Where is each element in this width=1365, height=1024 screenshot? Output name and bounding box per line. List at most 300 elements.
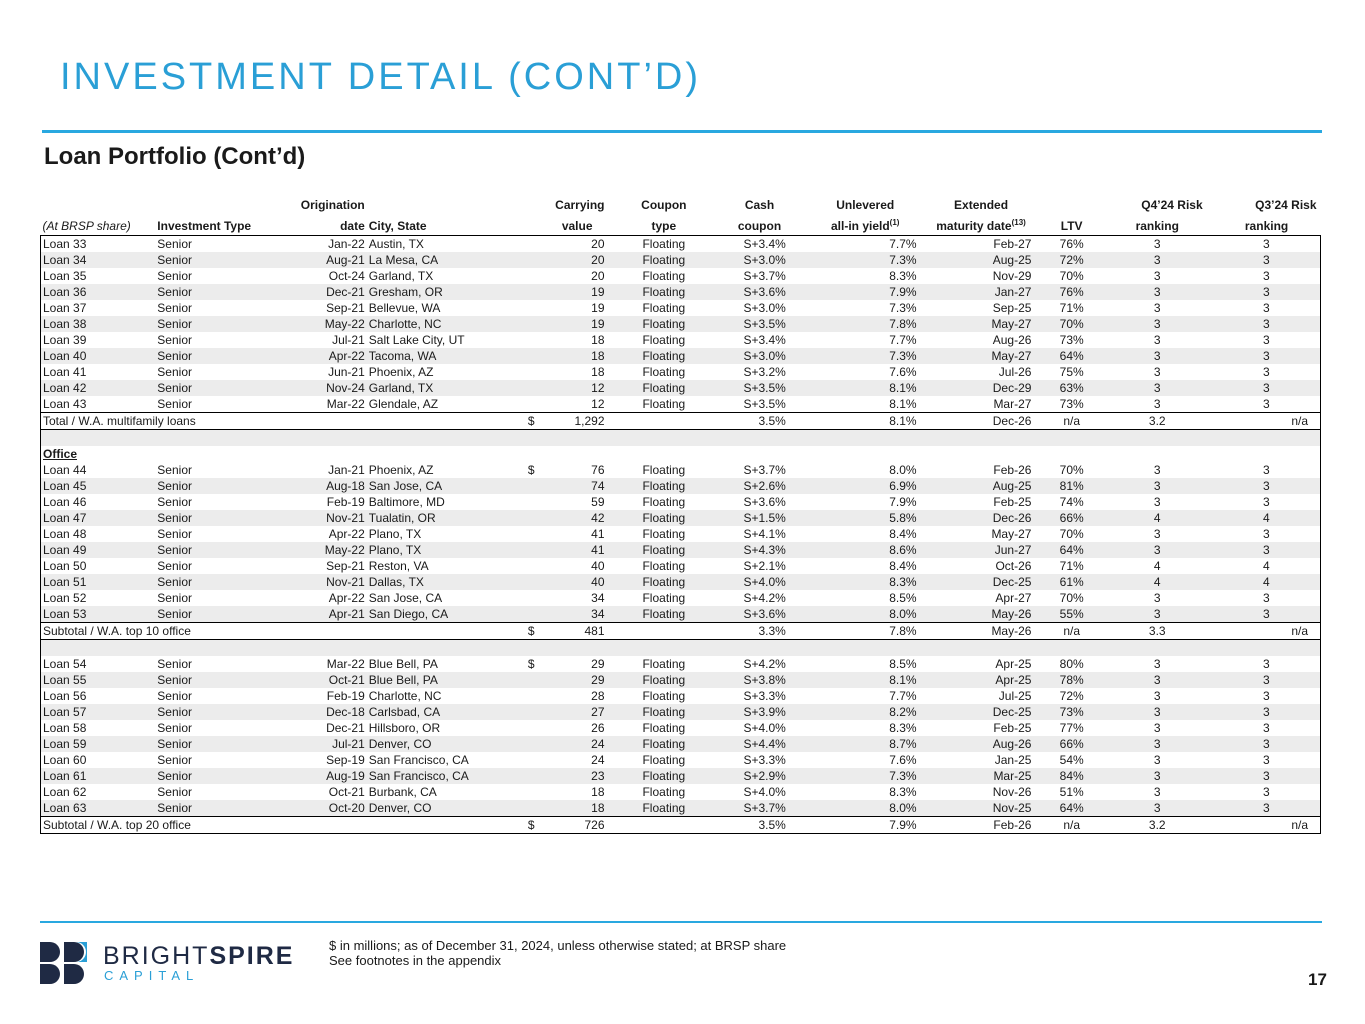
cell-ltv: 73%: [1059, 333, 1084, 347]
table-row: [41, 590, 1321, 606]
cell-risk-q3: 3: [1213, 478, 1321, 494]
cell-coupon-type: Floating: [619, 800, 710, 817]
cell-investment-type: Senior: [155, 542, 266, 558]
cell-maturity-date: Apr-25: [995, 657, 1032, 671]
cell-city-state: Denver, CO: [367, 736, 518, 752]
cell-risk-q3: 4: [1213, 558, 1321, 574]
table-row: [41, 606, 1321, 623]
cell-risk-q4: 3: [1153, 689, 1161, 703]
cell-risk-q3: 3: [1213, 784, 1321, 800]
cell-risk-q3: 3: [1213, 704, 1321, 720]
cell-coupon-type: Floating: [619, 768, 710, 784]
total-ltv: n/a: [1041, 413, 1101, 430]
total-risk-q4: 3.2: [1102, 413, 1213, 430]
cell-city-state: Glendale, AZ: [368, 397, 439, 411]
cell-origination-date: May-22: [266, 542, 367, 558]
cell-carrying-value: 18: [518, 348, 619, 364]
cell-city-state: Garland, TX: [368, 269, 434, 283]
table-row: [41, 720, 1321, 736]
cell-carrying-value: 42: [518, 510, 619, 526]
cell-carrying-value: 28: [591, 689, 605, 703]
header-origination: Origination: [300, 198, 365, 212]
cell-maturity-date: Aug-25: [921, 252, 1042, 268]
cell-ltv: 71%: [1059, 301, 1084, 315]
header-q4-risk: Q4’24 Risk: [1141, 198, 1203, 212]
cell-city-state: Plano, TX: [368, 527, 422, 541]
table-row: [41, 656, 1321, 672]
table-row: [41, 316, 1321, 332]
cell-origination-date: Dec-21: [326, 721, 365, 735]
total-label: Subtotal / W.A. top 20 office: [41, 817, 518, 834]
cell-maturity-date: Dec-26: [921, 510, 1042, 526]
cell-risk-q3: 3: [1213, 736, 1321, 752]
table-row: [41, 800, 1321, 817]
cell-loan-id: Loan 56: [41, 688, 156, 704]
cell-origination-date: Jan-21: [328, 463, 365, 477]
cell-loan-id: Loan 59: [41, 736, 156, 752]
cell-risk-q3: 3: [1213, 268, 1321, 284]
cell-coupon-type: Floating: [642, 333, 686, 347]
total-carrying-value: $ 1,292: [518, 413, 619, 430]
cell-carrying-value: 12: [518, 380, 619, 396]
cell-origination-date: Mar-22: [326, 397, 365, 411]
footnote-block: [329, 938, 786, 968]
cell-all-in-yield: 8.0%: [889, 463, 917, 477]
cell-origination-date: Oct-21: [328, 785, 365, 799]
cell-carrying-value: 20: [518, 252, 619, 268]
cell-investment-type: Senior: [155, 800, 266, 817]
cell-cash-coupon: S+3.7%: [743, 269, 786, 283]
cell-origination-date: Oct-24: [328, 269, 365, 283]
cell-city-state: Reston, VA: [368, 559, 429, 573]
cell-carrying-value: 24: [518, 736, 619, 752]
cell-cash-coupon: S+3.3%: [743, 689, 786, 703]
cell-coupon-type: Floating: [619, 348, 710, 364]
cell-ltv: 70%: [1059, 463, 1084, 477]
cell-coupon-type: Floating: [642, 689, 686, 703]
header-ranking-q3: ranking: [1213, 214, 1321, 236]
cell-maturity-date: Dec-25: [921, 574, 1042, 590]
cell-carrying-value: 26: [591, 721, 605, 735]
cell-origination-date: Nov-21: [266, 510, 367, 526]
cell-ltv: 51%: [1059, 785, 1084, 799]
cell-investment-type: Senior: [155, 574, 266, 590]
cell-maturity-date: Nov-29: [992, 269, 1032, 283]
cell-risk-q3: 3: [1213, 768, 1321, 784]
cell-ltv: 63%: [1041, 380, 1101, 396]
cell-risk-q3: 3: [1213, 688, 1321, 704]
header-brsp-share: (At BRSP share): [41, 214, 156, 236]
cell-loan-id: Loan 36: [41, 284, 156, 300]
cell-city-state: Hillsboro, OR: [368, 721, 441, 735]
cell-carrying-value: 24: [591, 753, 605, 767]
cell-coupon-type: Floating: [642, 753, 686, 767]
cell-origination-date: Aug-18: [266, 478, 367, 494]
cell-risk-q3: 3: [1213, 380, 1321, 396]
cell-carrying-value: 29: [518, 672, 619, 688]
cell-ltv: 70%: [1059, 269, 1084, 283]
cell-city-state: Blue Bell, PA: [368, 657, 438, 671]
cell-origination-date: Jul-21: [266, 736, 367, 752]
table-row: [41, 704, 1321, 720]
cell-risk-q3: 3: [1213, 348, 1321, 364]
cell-city-state: Burbank, CA: [368, 785, 437, 799]
cell-carrying-value: 34: [591, 591, 605, 605]
cell-risk-q4: 3: [1102, 672, 1213, 688]
cell-city-state: Austin, TX: [368, 237, 424, 251]
total-risk-q3: n/a: [1213, 413, 1321, 430]
cell-coupon-type: Floating: [642, 463, 686, 477]
table-row: [41, 380, 1321, 396]
header-q3-risk: Q3’24 Risk: [1255, 198, 1317, 212]
cell-investment-type: Senior: [157, 527, 192, 541]
table-total-row: [41, 817, 1321, 834]
cell-city-state: San Francisco, CA: [368, 753, 469, 767]
cell-coupon-type: Floating: [619, 574, 710, 590]
cell-coupon-type: Floating: [642, 397, 686, 411]
cell-city-state: San Jose, CA: [368, 591, 443, 605]
cell-origination-date: Oct-21: [266, 672, 367, 688]
cell-all-in-yield: 8.5%: [889, 657, 917, 671]
cell-cash-coupon: S+3.9%: [709, 704, 810, 720]
cell-maturity-date: Feb-27: [993, 237, 1032, 251]
cell-risk-q3: 3: [1213, 284, 1321, 300]
cell-city-state: Carlsbad, CA: [367, 704, 518, 720]
cell-city-state: Bellevue, WA: [368, 301, 441, 315]
cell-coupon-type: Floating: [619, 672, 710, 688]
cell-risk-q3: 3: [1213, 542, 1321, 558]
cell-coupon-type: Floating: [619, 542, 710, 558]
brand-wordmark: BRIGHTSPIRE: [103, 942, 295, 970]
cell-origination-date: Nov-24: [266, 380, 367, 396]
total-cash-coupon: 3.3%: [709, 623, 810, 640]
cell-all-in-yield: 8.1%: [810, 672, 921, 688]
cell-city-state: Charlotte, NC: [368, 689, 442, 703]
cell-risk-q3: 3: [1213, 316, 1321, 332]
cell-risk-q4: 3: [1102, 284, 1213, 300]
table-row: [41, 236, 1321, 253]
cell-ltv: 73%: [1041, 704, 1101, 720]
cell-origination-date: Mar-22: [326, 657, 365, 671]
header-carrying: Carrying: [555, 198, 605, 212]
cell-city-state: Denver, CO: [367, 800, 518, 817]
cell-investment-type: Senior: [157, 785, 192, 799]
header-city-state: City, State: [367, 214, 518, 236]
cell-risk-q3: 3: [1213, 300, 1321, 316]
cell-coupon-type: Floating: [642, 237, 686, 251]
cell-origination-date: Jul-21: [332, 333, 365, 347]
cell-origination-date: Oct-20: [266, 800, 367, 817]
total-ltv: n/a: [1041, 623, 1101, 640]
total-maturity-date: May-26: [921, 623, 1042, 640]
cell-all-in-yield: 8.3%: [889, 721, 917, 735]
cell-coupon-type: Floating: [619, 380, 710, 396]
cell-cash-coupon: S+3.0%: [743, 301, 786, 315]
header-type: type: [619, 214, 710, 236]
table-row: [41, 494, 1321, 510]
cell-risk-q4: 3: [1153, 591, 1161, 605]
total-coupon-type: [619, 623, 710, 640]
cell-cash-coupon: S+3.6%: [709, 284, 810, 300]
cell-origination-date: Sep-19: [326, 753, 365, 767]
cell-risk-q4: 4: [1102, 510, 1213, 526]
loan-portfolio-table: [40, 196, 1321, 834]
cell-loan-id: Loan 51: [41, 574, 156, 590]
cell-coupon-type: Floating: [619, 606, 710, 623]
table-row: [41, 252, 1321, 268]
cell-origination-date: Feb-19: [326, 689, 365, 703]
cell-ltv: 54%: [1059, 753, 1084, 767]
cell-cash-coupon: S+3.5%: [743, 397, 786, 411]
spacer-cell: [41, 430, 1321, 447]
cell-origination-date: Sep-21: [326, 301, 365, 315]
cell-all-in-yield: 8.6%: [810, 542, 921, 558]
cell-carrying-value: 40: [591, 559, 605, 573]
total-coupon-type: [619, 413, 710, 430]
cell-origination-date: Feb-19: [326, 495, 365, 509]
cell-investment-type: Senior: [157, 301, 192, 315]
cell-ltv: 75%: [1059, 365, 1084, 379]
total-cash-coupon: 3.5%: [709, 413, 810, 430]
header-row-top: [41, 196, 1321, 214]
cell-loan-id: Loan 54: [41, 656, 156, 672]
cell-all-in-yield: 8.2%: [810, 704, 921, 720]
cell-city-state: Phoenix, AZ: [368, 365, 434, 379]
total-label: Subtotal / W.A. top 10 office: [41, 623, 518, 640]
cell-investment-type: Senior: [155, 672, 266, 688]
cell-maturity-date: Dec-25: [921, 704, 1042, 720]
cell-loan-id: Loan 47: [41, 510, 156, 526]
cell-all-in-yield: 8.1%: [810, 380, 921, 396]
cell-ltv: 64%: [1041, 800, 1101, 817]
cell-origination-date: Aug-21: [266, 252, 367, 268]
cell-loan-id: Loan 34: [41, 252, 156, 268]
cell-risk-q3: 3: [1213, 590, 1321, 606]
cell-all-in-yield: 7.7%: [889, 333, 917, 347]
cell-investment-type: Senior: [157, 333, 192, 347]
footnote-units: $ in millions; as of December 31, 2024, unless otherwise stated; at BRSP share: [329, 938, 787, 953]
cell-maturity-date: Jan-25: [994, 753, 1032, 767]
cell-ltv: 64%: [1041, 348, 1101, 364]
cell-carrying-value: 18: [591, 333, 605, 347]
cell-coupon-type: Floating: [642, 495, 686, 509]
cell-risk-q4: 3: [1153, 463, 1161, 477]
cell-ltv: 84%: [1041, 768, 1101, 784]
cell-risk-q4: 3: [1153, 397, 1161, 411]
cell-city-state: Phoenix, AZ: [368, 463, 434, 477]
cell-maturity-date: Aug-26: [921, 736, 1042, 752]
cell-risk-q4: 3: [1153, 527, 1161, 541]
table-total-row: [41, 413, 1321, 430]
cell-ltv: 72%: [1041, 252, 1101, 268]
cell-loan-id: Loan 35: [41, 268, 156, 284]
table-row: [41, 688, 1321, 704]
cell-cash-coupon: S+2.9%: [709, 768, 810, 784]
cell-ltv: 70%: [1041, 316, 1101, 332]
cell-origination-date: Dec-18: [266, 704, 367, 720]
header-maturity-date: maturity date$^{(13)}$: [921, 214, 1042, 236]
cell-maturity-date: Apr-25: [921, 672, 1042, 688]
cell-ltv: 71%: [1059, 559, 1084, 573]
cell-all-in-yield: 7.9%: [889, 495, 917, 509]
cell-risk-q3: 3: [1213, 494, 1321, 510]
cell-city-state: Salt Lake City, UT: [368, 333, 465, 347]
table-row: [41, 574, 1321, 590]
cell-loan-id: Loan 60: [41, 752, 156, 768]
cell-loan-id: Loan 57: [41, 704, 156, 720]
cell-risk-q3: 3: [1213, 462, 1321, 478]
cell-carrying-value: 19: [591, 301, 605, 315]
cell-cash-coupon: S+3.2%: [743, 365, 786, 379]
cell-loan-id: Loan 33: [41, 236, 156, 253]
footer-divider: [40, 921, 1322, 923]
cell-carrying-value: 18: [591, 785, 605, 799]
cell-coupon-type: Floating: [619, 316, 710, 332]
cell-cash-coupon: S+4.2%: [743, 657, 786, 671]
cell-coupon-type: Floating: [619, 736, 710, 752]
cell-cash-coupon: S+2.6%: [709, 478, 810, 494]
cell-risk-q3: 3: [1213, 364, 1321, 380]
cell-cash-coupon: S+3.8%: [709, 672, 810, 688]
cell-investment-type: Senior: [157, 397, 192, 411]
cell-all-in-yield: 7.6%: [889, 753, 917, 767]
cell-risk-q4: 3: [1153, 785, 1161, 799]
cell-risk-q4: 3: [1102, 768, 1213, 784]
cell-origination-date: Jan-22: [328, 237, 365, 251]
total-all-in-yield: 7.9%: [810, 817, 921, 834]
cell-ltv: 66%: [1041, 510, 1101, 526]
cell-ltv: 78%: [1041, 672, 1101, 688]
cell-loan-id: Loan 48: [41, 526, 156, 542]
cell-carrying-value: 40: [518, 574, 619, 590]
cell-origination-date: Apr-22: [328, 527, 365, 541]
cell-investment-type: Senior: [157, 591, 192, 605]
table-section-header: [41, 446, 1321, 462]
header-coupon: Coupon: [641, 198, 687, 212]
header-cash: Cash: [744, 198, 775, 212]
cell-loan-id: Loan 61: [41, 768, 156, 784]
total-risk-q4: 3.3: [1102, 623, 1213, 640]
cell-investment-type: Senior: [157, 365, 192, 379]
cell-all-in-yield: 7.3%: [810, 768, 921, 784]
cell-loan-id: Loan 39: [41, 332, 156, 348]
cell-city-state: San Jose, CA: [367, 478, 518, 494]
cell-maturity-date: Feb-25: [993, 495, 1032, 509]
cell-investment-type: Senior: [155, 510, 266, 526]
cell-carrying-value: 27: [518, 704, 619, 720]
cell-coupon-type: Floating: [642, 591, 686, 605]
cell-coupon-type: Floating: [642, 657, 686, 671]
cell-carrying-value: 34: [518, 606, 619, 623]
cell-all-in-yield: 8.7%: [810, 736, 921, 752]
cell-investment-type: Senior: [155, 284, 266, 300]
table-row: [41, 752, 1321, 768]
cell-risk-q3: 3: [1213, 332, 1321, 348]
cell-cash-coupon: S+4.4%: [709, 736, 810, 752]
cell-all-in-yield: 6.9%: [810, 478, 921, 494]
total-carrying-value: $ 481: [518, 623, 619, 640]
cell-investment-type: Senior: [155, 736, 266, 752]
cell-all-in-yield: 7.7%: [889, 237, 917, 251]
cell-loan-id: Loan 45: [41, 478, 156, 494]
cell-maturity-date: Oct-26: [995, 559, 1032, 573]
cell-risk-q3: 4: [1213, 510, 1321, 526]
table-row: [41, 268, 1321, 284]
total-risk-q3: n/a: [1213, 817, 1321, 834]
cell-coupon-type: Floating: [619, 478, 710, 494]
cell-coupon-type: Floating: [642, 301, 686, 315]
cell-risk-q4: 3: [1153, 495, 1161, 509]
cell-city-state: Baltimore, MD: [368, 495, 445, 509]
cell-investment-type: Senior: [155, 316, 266, 332]
table-row: [41, 672, 1321, 688]
total-ltv: n/a: [1041, 817, 1101, 834]
cell-investment-type: Senior: [155, 380, 266, 396]
title-divider: [42, 130, 1322, 133]
cell-all-in-yield: 8.4%: [889, 559, 917, 573]
cell-investment-type: Senior: [157, 559, 192, 573]
cell-cash-coupon: S+4.0%: [743, 721, 786, 735]
cell-maturity-date: Feb-25: [993, 721, 1032, 735]
cell-all-in-yield: 8.0%: [810, 800, 921, 817]
header-value: value: [518, 214, 619, 236]
total-all-in-yield: 8.1%: [810, 413, 921, 430]
table-row: [41, 526, 1321, 542]
cell-carrying-value: 19: [518, 284, 619, 300]
cell-maturity-date: Jan-27: [921, 284, 1042, 300]
cell-city-state: Tacoma, WA: [367, 348, 518, 364]
cell-city-state: San Diego, CA: [367, 606, 518, 623]
cell-coupon-type: Floating: [642, 269, 686, 283]
cell-ltv: 72%: [1059, 689, 1084, 703]
cell-maturity-date: May-27: [921, 348, 1042, 364]
cell-origination-date: May-22: [266, 316, 367, 332]
cell-risk-q4: 3: [1102, 348, 1213, 364]
cell-risk-q3: 3: [1213, 800, 1321, 817]
cell-maturity-date: Jun-27: [921, 542, 1042, 558]
cell-loan-id: Loan 40: [41, 348, 156, 364]
cell-all-in-yield: 5.8%: [810, 510, 921, 526]
cell-coupon-type: Floating: [619, 510, 710, 526]
cell-cash-coupon: S+3.7%: [709, 800, 810, 817]
cell-cash-coupon: S+4.3%: [709, 542, 810, 558]
cell-carrying-value: 20: [591, 237, 605, 251]
cell-loan-id: Loan 38: [41, 316, 156, 332]
cell-risk-q4: 3: [1153, 269, 1161, 283]
cell-ltv: 55%: [1041, 606, 1101, 623]
cell-investment-type: Senior: [155, 478, 266, 494]
cell-loan-id: Loan 37: [41, 300, 156, 316]
cell-ltv: 80%: [1059, 657, 1084, 671]
cell-origination-date: Aug-19: [266, 768, 367, 784]
cell-cash-coupon: S+3.6%: [743, 495, 786, 509]
total-label: Total / W.A. multifamily loans: [41, 413, 518, 430]
cell-risk-q3: 3: [1213, 396, 1321, 413]
cell-loan-id: Loan 42: [41, 380, 156, 396]
cell-all-in-yield: 7.7%: [889, 689, 917, 703]
cell-loan-id: Loan 55: [41, 672, 156, 688]
table-row: [41, 510, 1321, 526]
cell-carrying-value: 20: [591, 269, 605, 283]
total-risk-q3: n/a: [1213, 623, 1321, 640]
cell-maturity-date: Nov-26: [992, 785, 1032, 799]
header-all-in-yield: all-in yield$^{(1)}$: [810, 214, 921, 236]
cell-maturity-date: Jul-25: [998, 689, 1032, 703]
header-coupon-2: coupon: [709, 214, 810, 236]
cell-maturity-date: Jul-26: [998, 365, 1032, 379]
cell-city-state: Gresham, OR: [367, 284, 518, 300]
cell-risk-q3: 3: [1213, 672, 1321, 688]
